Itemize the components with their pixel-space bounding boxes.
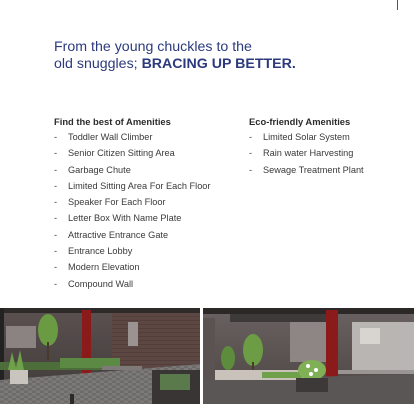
list-item <box>54 243 244 259</box>
list-item-text: Attractive Entrance Gate <box>68 229 169 240</box>
list-item-text: Speaker For Each Floor <box>68 197 166 208</box>
list-item-text: Toddler Wall Climber <box>68 132 153 142</box>
headline-line-1: From the young chuckles to the <box>54 39 252 55</box>
eco-title: Eco-friendly Amenities <box>249 116 351 127</box>
list-item-text: Letter Box With Name Plate <box>68 213 182 224</box>
list-item-text: Compound Wall <box>68 278 134 289</box>
bullet-dash: - <box>54 148 58 159</box>
list-item-text: Entrance Lobby <box>68 246 133 257</box>
bullet-dash: - <box>54 246 58 257</box>
amenities-list <box>54 129 244 292</box>
list-item <box>54 129 244 145</box>
list-item <box>54 227 244 243</box>
terrace-render-left <box>0 308 200 404</box>
amenities-title: Find the best of Amenities <box>54 116 171 127</box>
bullet-dash: - <box>54 229 58 240</box>
bullet-dash: - <box>249 132 253 142</box>
list-item <box>54 162 244 178</box>
headline-line-2-bold: BRACING UP BETTER. <box>141 56 296 72</box>
page-edge-rule <box>397 0 398 10</box>
list-item-text: Senior Citizen Sitting Area <box>68 148 175 159</box>
list-item <box>54 210 244 226</box>
list-item <box>249 129 399 145</box>
bullet-dash: - <box>54 132 58 142</box>
bullet-dash: - <box>54 164 58 175</box>
list-item <box>249 162 399 178</box>
list-item <box>54 145 244 161</box>
list-item-text: Modern Elevation <box>68 262 140 273</box>
eco-list <box>249 129 399 178</box>
bullet-dash: - <box>249 148 253 159</box>
list-item <box>54 259 244 275</box>
list-item-text: Garbage Chute <box>68 164 131 175</box>
bullet-dash: - <box>54 213 58 224</box>
list-item <box>54 194 244 210</box>
terrace-render-right <box>203 308 414 404</box>
bullet-dash: - <box>54 278 58 289</box>
amenity-render-photos <box>0 308 414 404</box>
bullet-dash: - <box>54 262 58 273</box>
list-item-text: Limited Solar System <box>263 132 350 142</box>
list-item-text: Limited Sitting Area For Each Floor <box>68 180 211 191</box>
list-item-text: Sewage Treatment Plant <box>263 164 364 175</box>
headline <box>54 39 374 73</box>
list-item <box>54 276 244 292</box>
bullet-dash: - <box>249 164 253 175</box>
list-item <box>54 178 244 194</box>
bullet-dash: - <box>54 180 58 191</box>
headline-line-2 <box>54 56 374 73</box>
list-item-text: Rain water Harvesting <box>263 148 354 159</box>
bullet-dash: - <box>54 197 58 208</box>
list-item <box>249 145 399 161</box>
headline-line-2-regular: old snuggles; <box>54 56 142 72</box>
